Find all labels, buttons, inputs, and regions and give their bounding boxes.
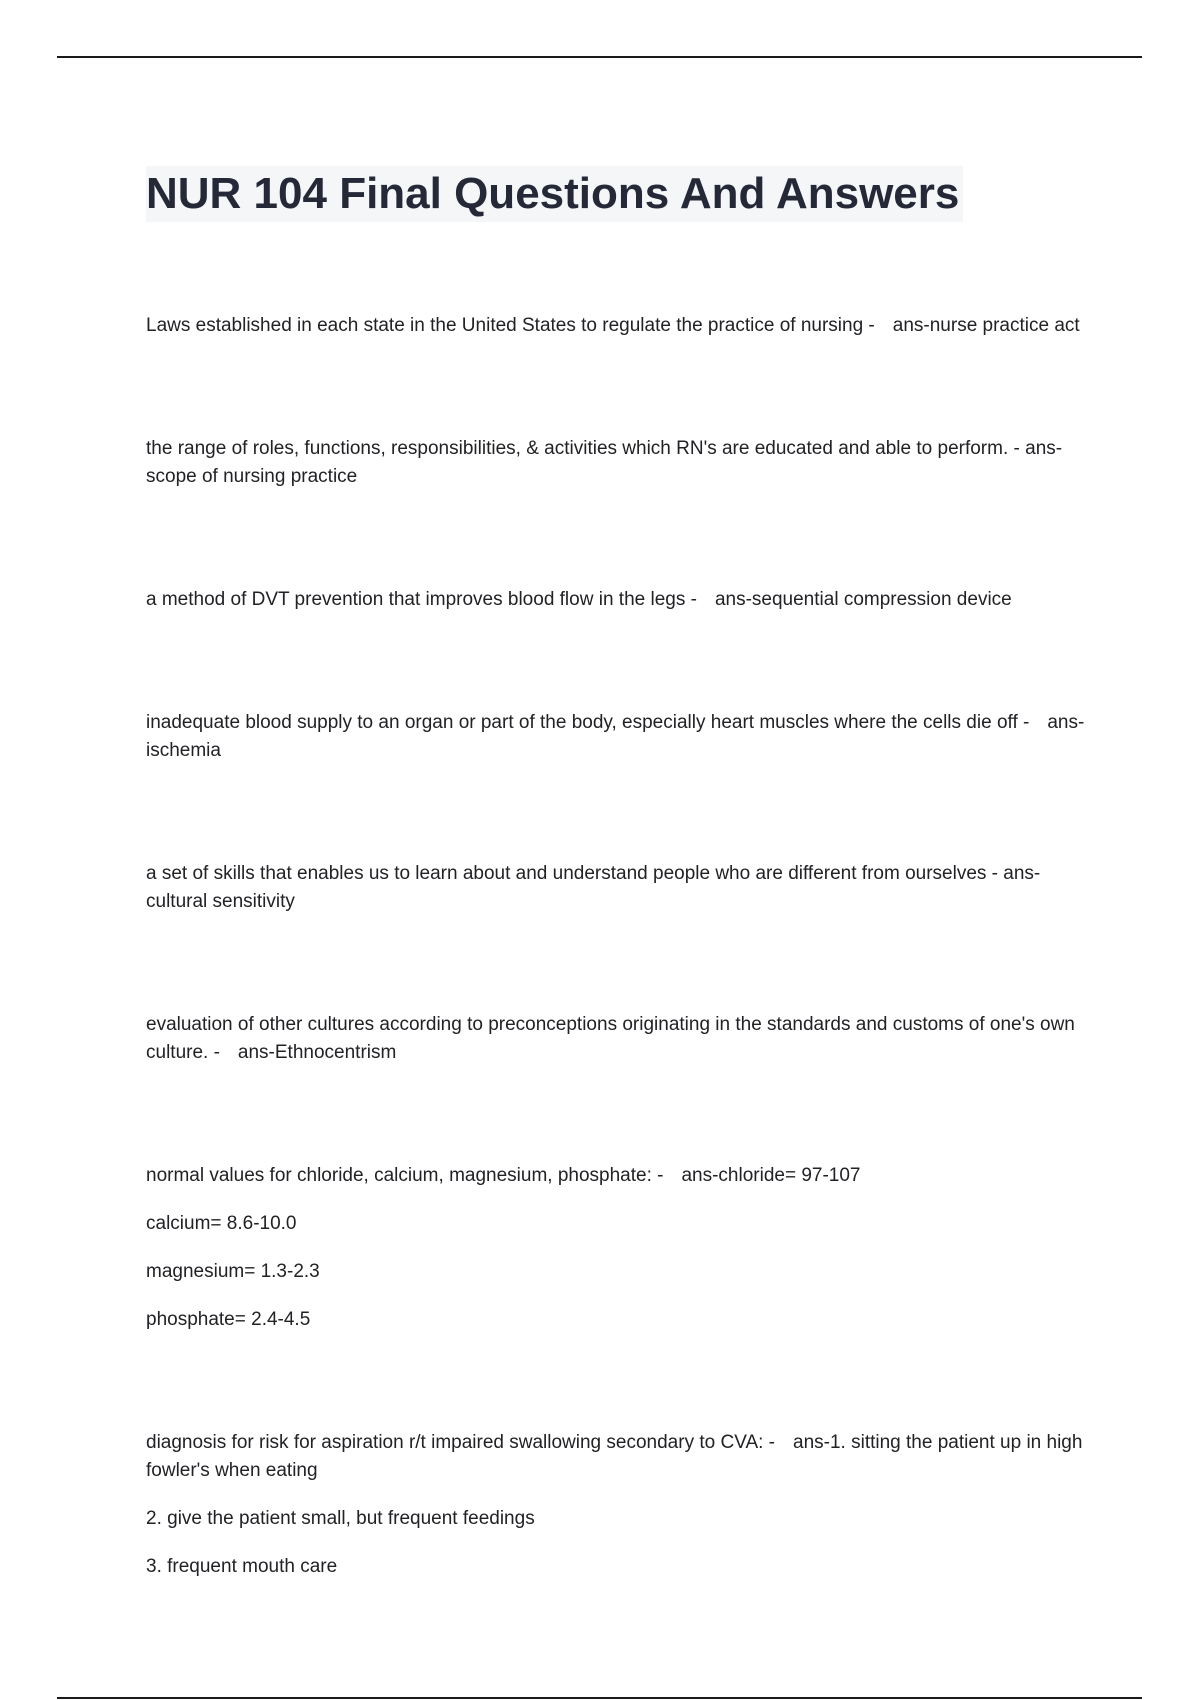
qa-item-3 <box>146 586 1086 614</box>
qa-text <box>146 1429 1086 1485</box>
answer-extra-line: 3. frequent mouth care <box>146 1556 338 1577</box>
qa-text <box>146 586 1086 614</box>
qa-text <box>146 1162 1086 1190</box>
answer-text: ans-nurse practice act <box>892 315 1080 336</box>
qa-item-4 <box>146 709 1086 765</box>
answer-extra-line: phosphate= 2.4-4.5 <box>146 1309 311 1330</box>
question-text: Laws established in each state in the United States to regulate the practice of nursing - <box>146 315 875 336</box>
question-text: a set of skills that enables us to learn about and understand people who are different from ourselves - <box>146 863 998 884</box>
qa-item-2 <box>146 435 1086 491</box>
question-text: evaluation of other cultures according to preconceptions originating in the standards and customs of one's own culture. - <box>146 1014 1075 1063</box>
qa-text <box>146 709 1086 765</box>
question-text: diagnosis for risk for aspiration r/t impaired swallowing secondary to CVA: - <box>146 1432 776 1453</box>
qa-item-6 <box>146 1011 1086 1067</box>
answer-text: ans-ischemia <box>146 712 1085 761</box>
answer-text: ans-scope of nursing practice <box>146 438 1063 487</box>
answer-extra-line: calcium= 8.6-10.0 <box>146 1213 297 1234</box>
qa-item-7 <box>146 1162 1086 1334</box>
bottom-rule <box>57 1697 1142 1699</box>
answer-extra-line: 2. give the patient small, but frequent feedings <box>146 1508 535 1529</box>
answer-text: ans-Ethnocentrism <box>237 1042 397 1063</box>
question-text: a method of DVT prevention that improves blood flow in the legs - <box>146 589 697 610</box>
answer-text: ans-chloride= 97-107 <box>681 1165 861 1186</box>
qa-list <box>146 312 1086 1581</box>
qa-item-1 <box>146 312 1086 340</box>
top-rule <box>57 56 1142 58</box>
page-title: NUR 104 Final Questions And Answers <box>146 166 963 222</box>
answer-text: ans-sequential compression device <box>714 589 1012 610</box>
qa-text <box>146 860 1086 916</box>
qa-text <box>146 1011 1086 1067</box>
answer-text: ans-cultural sensitivity <box>146 863 1041 912</box>
qa-item-5 <box>146 860 1086 916</box>
qa-text <box>146 312 1086 340</box>
answer-text: ans-1. sitting the patient up in high fowler's when eating <box>146 1432 1083 1481</box>
question-text: inadequate blood supply to an organ or part of the body, especially heart muscles where the cells die off - <box>146 712 1030 733</box>
qa-text <box>146 435 1086 491</box>
qa-item-8 <box>146 1429 1086 1581</box>
answer-extra-line: magnesium= 1.3-2.3 <box>146 1261 320 1282</box>
question-text: the range of roles, functions, responsibilities, & activities which RN's are educated and able to perform. - <box>146 438 1020 459</box>
question-text: normal values for chloride, calcium, magnesium, phosphate: - <box>146 1165 664 1186</box>
